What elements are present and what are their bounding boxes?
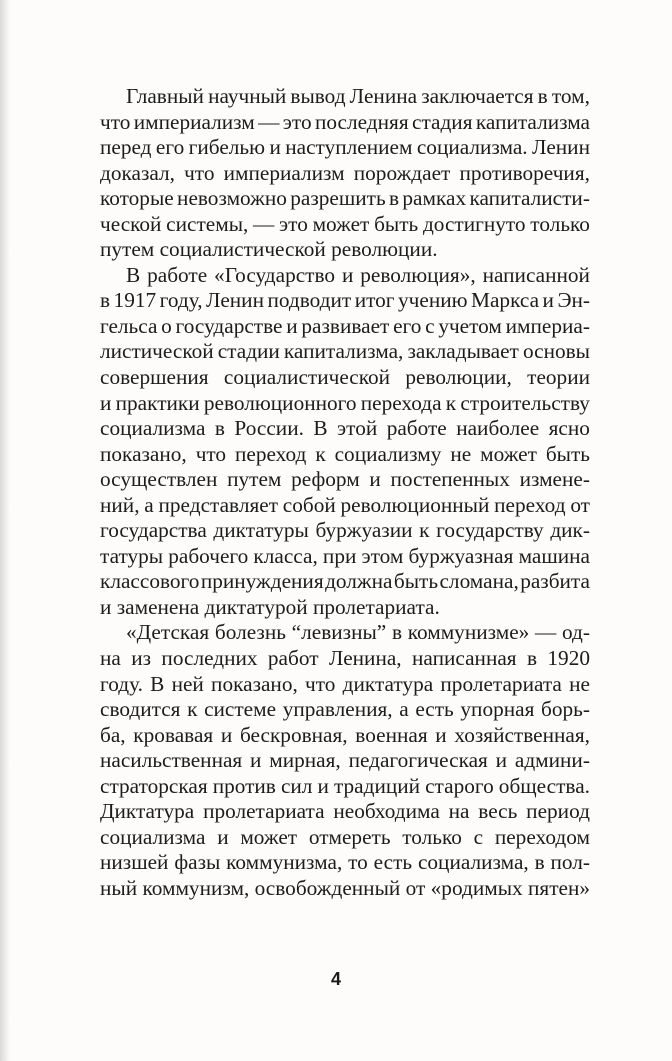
text-line: низшей фазы коммунизма, то есть социализма, в пол- [100, 850, 590, 875]
text-line: татуры рабочего класса, при этом буржуазная машина [100, 543, 590, 568]
text-line: страторская против сил и традиций старого общества. [100, 773, 590, 798]
paragraph [100, 263, 590, 621]
text-line: путем социалистической революции. [100, 237, 438, 262]
text-line: совершения социалистической революции, теории [100, 365, 590, 390]
text-line: социализма в России. В этой работе наиболее ясно [100, 416, 590, 441]
paragraph [100, 620, 590, 901]
text-line: доказал, что империализм порождает противоречия, [100, 160, 590, 185]
text-line: ба, кровавая и бескровная, военная и хозяйственная, [100, 722, 590, 747]
text-line: Главный научный вывод Ленина заключается в том, [126, 84, 590, 108]
text-line: и практики революционного перехода к строительству [100, 390, 590, 415]
text-line: что империализм — это последняя стадия капитализма [100, 109, 590, 134]
text-line: осуществлен путем реформ и постепенных измене- [100, 467, 590, 492]
text-line: В работе «Государство и революция», написанной [126, 262, 590, 287]
paragraph [100, 84, 590, 263]
text-line: ний, а представляет собой революционный переход от [100, 492, 590, 517]
page-number: 4 [330, 969, 341, 989]
text-line: году. В ней показано, что диктатура пролетариата не [100, 671, 590, 696]
page-edge-shadow [0, 0, 10, 1061]
text-line: Диктатура пролетариата необходима на весь период [100, 799, 590, 824]
text-line: ческой системы, — это может быть достигнуто только [100, 211, 590, 236]
text-line: насильственная и мирная, педагогическая и админи- [100, 748, 590, 773]
text-line: государства диктатуры буржуазии к государству дик- [100, 518, 590, 543]
text-line: листической стадии капитализма, закладывает основы [100, 339, 590, 364]
text-line: перед его гибелью и наступлением социализма. Ленин [100, 135, 590, 160]
text-line: социализма и может отмереть только с переходом [100, 824, 590, 849]
text-line: классового принуждения должна быть сломана, разбита [100, 569, 590, 594]
text-line: сводится к системе управления, а есть упорная борь- [100, 697, 590, 722]
text-line: показано, что переход к социализму не может быть [100, 441, 590, 466]
text-line: на из последних работ Ленина, написанная в 1920 [100, 646, 590, 671]
text-line: которые невозможно разрешить в рамках капиталисти- [100, 186, 590, 211]
text-line: в 1917 году, Ленин подводит итог учению Маркса и Эн- [100, 288, 590, 313]
text-line: ный коммунизм, освобожденный от «родимых пятен» [100, 875, 590, 900]
text-line: и заменена диктатурой пролетариата. [100, 594, 440, 619]
body-text [100, 84, 590, 902]
text-line: «Детская болезнь “левизны” в коммунизме» — од- [126, 620, 590, 645]
text-line: гельса о государстве и развивает его с учетом империа- [100, 313, 590, 338]
